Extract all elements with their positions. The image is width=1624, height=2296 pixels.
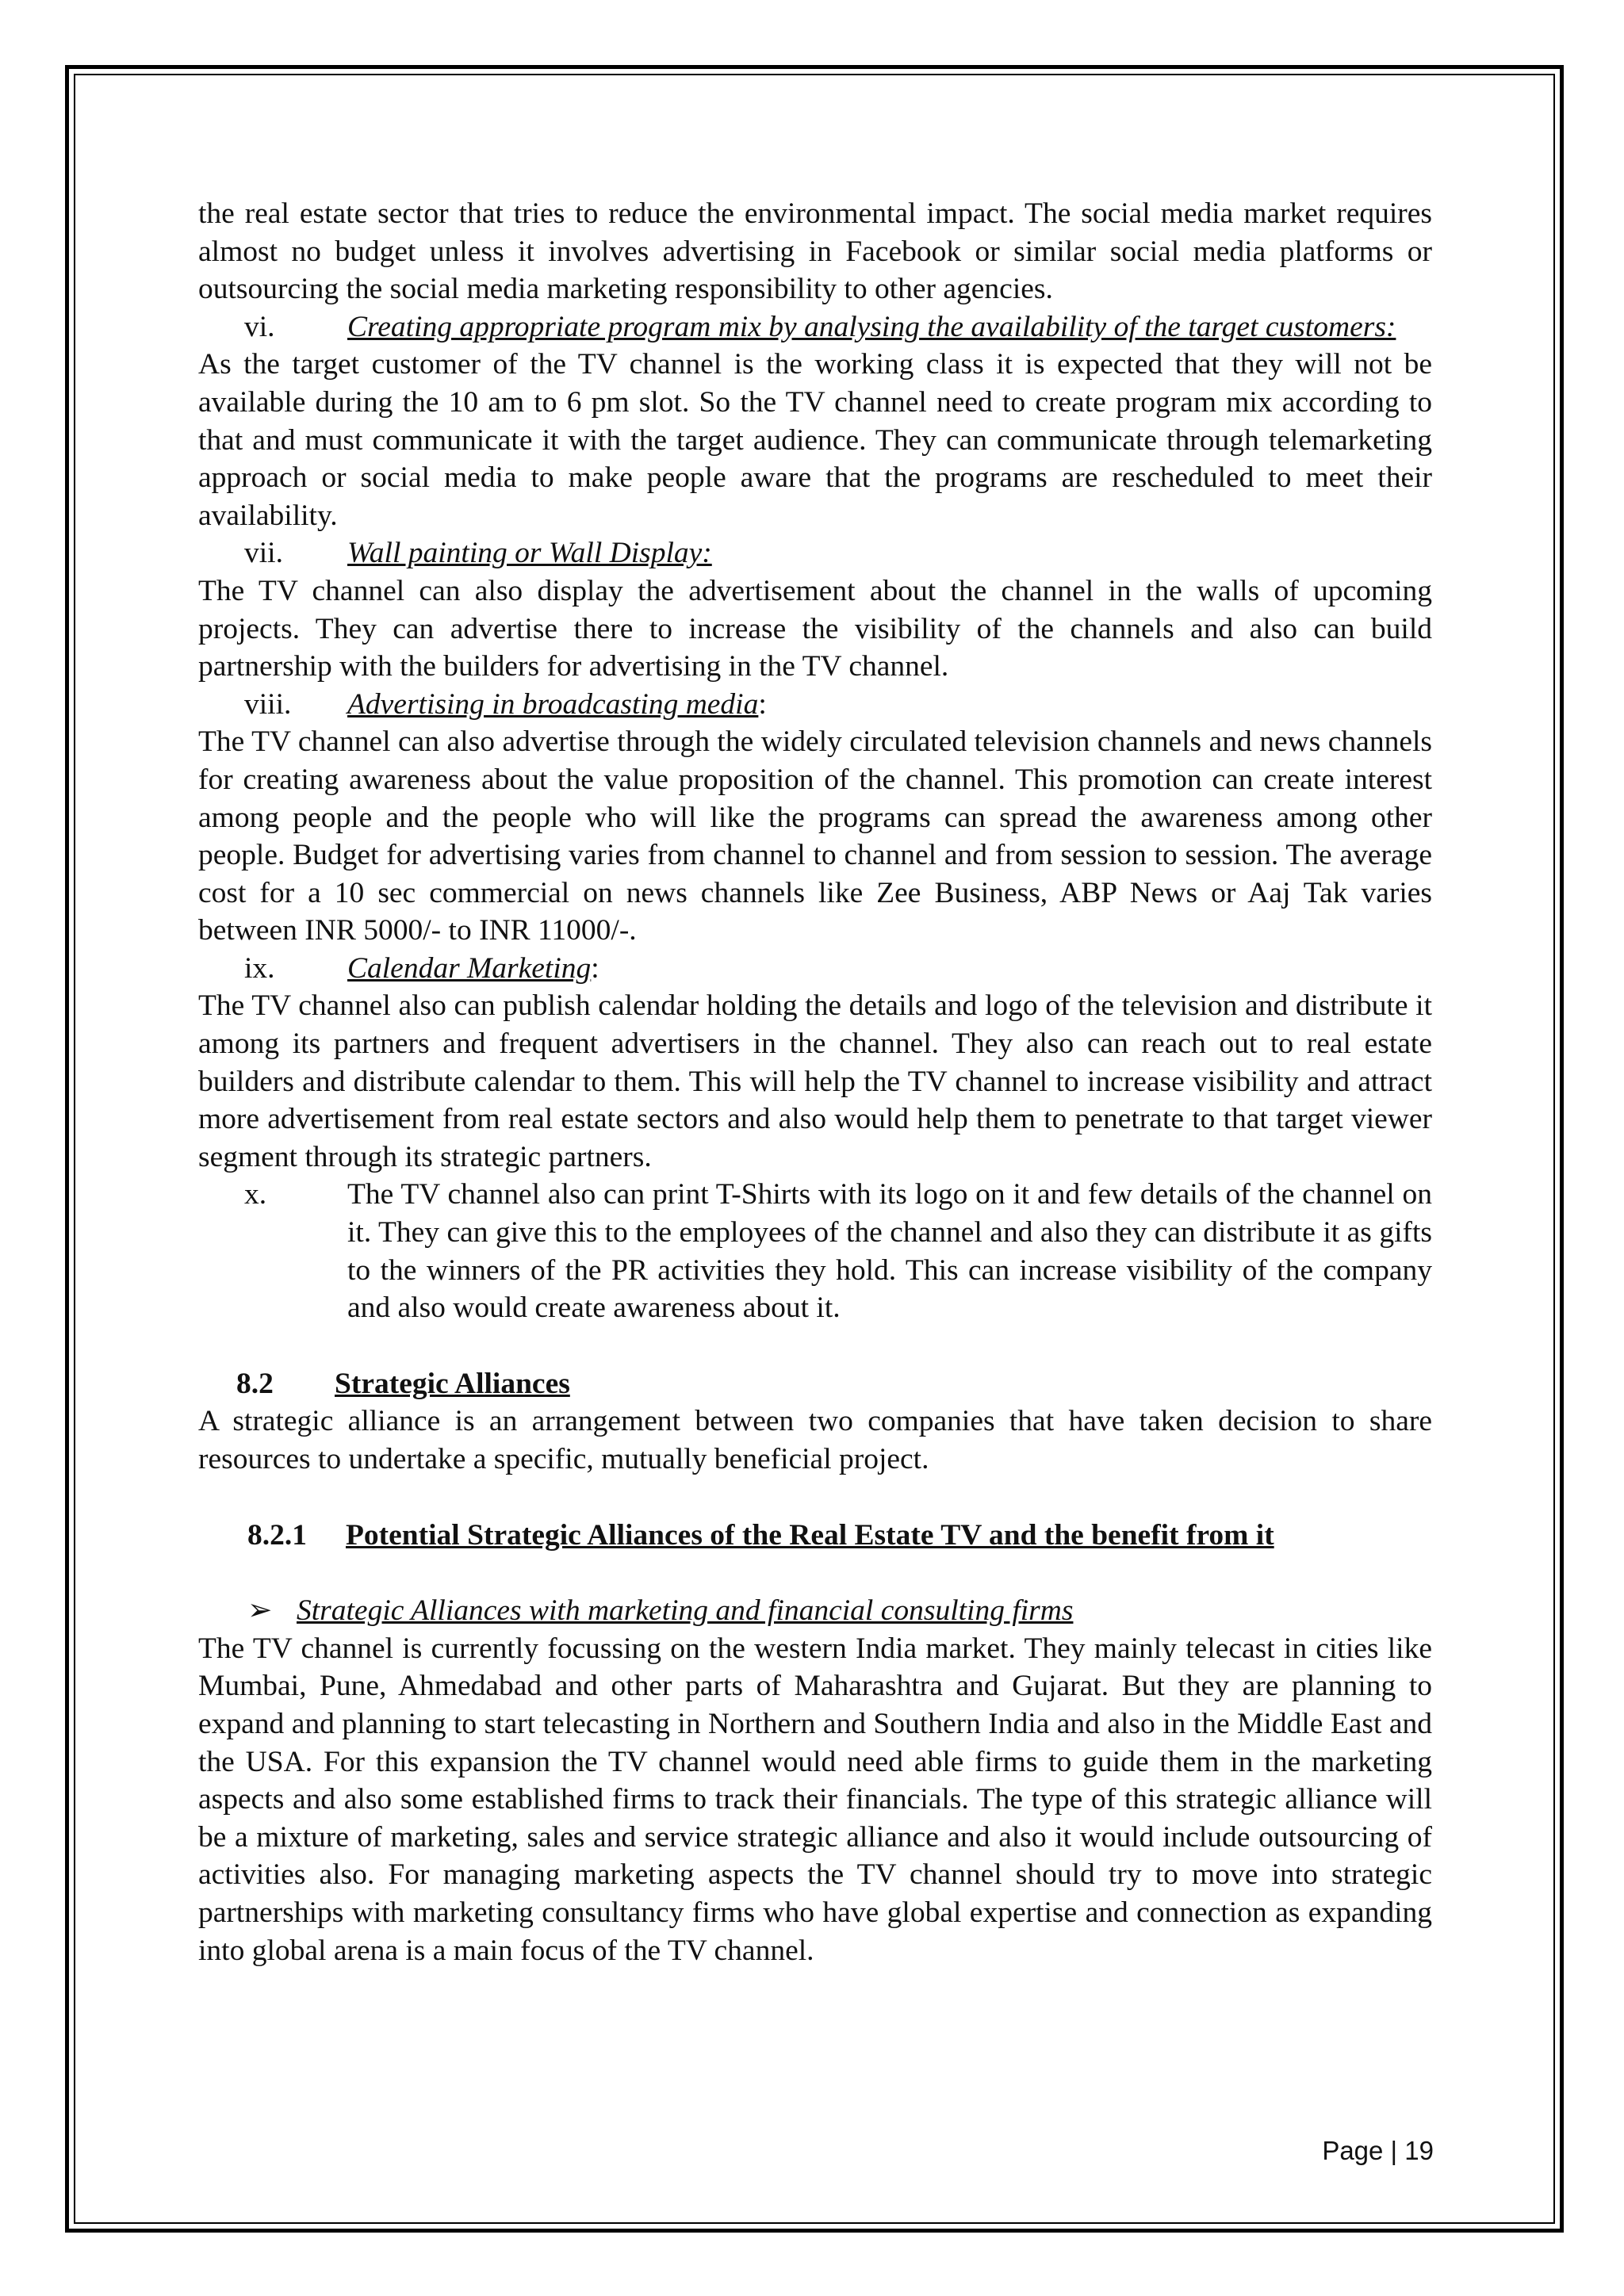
item-title-suffix: : <box>758 687 767 721</box>
intro-paragraph: the real estate sector that tries to reduce the environmental impact. The social media market requires almost no budget unless it involves advertising in Facebook or similar social media platforms or outsourcing the social media marketing responsibility to other agencies. <box>198 197 1432 306</box>
item-body: The TV channel can also display the advertisement about the channel in the walls of upcoming projects. They can advertise there to increase the visibility of the channels and also can build partnership with the builders for advertising in the TV channel. <box>198 574 1432 683</box>
item-title: Calendar Marketing <box>347 951 592 985</box>
section-heading <box>198 1365 1432 1403</box>
item-text: The TV channel also can print T-Shirts with its logo on it and few details of the channel on it. They can give this to the employees of the channel and also they can distribute it as gifts to the winners of the PR activities they hold. This can increase visibility of the company and also would create awareness about it. <box>347 1178 1432 1325</box>
bullet-heading <box>198 1592 1432 1630</box>
subsection-heading <box>198 1517 1432 1555</box>
subsection-number: 8.2.1 <box>247 1518 307 1552</box>
item-numeral: vi. <box>244 310 275 343</box>
page-content <box>198 195 1432 1969</box>
section-title: Strategic Alliances <box>335 1367 570 1400</box>
item-body: The TV channel also can publish calendar holding the details and logo of the television and distribute it among its partners and frequent advertisers in the channel. They also can reach out to real estate builders and distribute calendar to them. This will help the TV channel to increase visibility and attract more advertisement from real estate sectors and also would help them to penetrate to that target viewer segment through its strategic partners. <box>198 989 1432 1173</box>
page-number: Page | 19 <box>1322 2136 1434 2165</box>
bullet-title: Strategic Alliances with marketing and financial consulting firms <box>297 1594 1074 1628</box>
section-number: 8.2 <box>236 1367 274 1400</box>
list-item-ix <box>198 950 1432 988</box>
item-title: Creating appropriate program mix by analysing the availability of the target customers: <box>347 310 1396 343</box>
subsection-title: Potential Strategic Alliances of the Real Estate TV and the benefit from it <box>346 1518 1274 1552</box>
list-item-viii <box>198 686 1432 724</box>
section-body: A strategic alliance is an arrangement between two companies that have taken decision to share resources to undertake a specific, mutually beneficial project. <box>198 1405 1432 1475</box>
item-body: As the target customer of the TV channel is the working class it is expected that they will not be available during the 10 am to 6 pm slot. So the TV channel need to create program mix according to that and must communicate it with the target audience. They can communicate through telemarketing approach or social media to make people aware that the programs are rescheduled to meet their availability. <box>198 348 1432 532</box>
item-numeral: ix. <box>244 951 275 985</box>
item-numeral: x. <box>244 1178 267 1211</box>
item-title: Advertising in broadcasting media <box>347 687 759 721</box>
item-title: Wall painting or Wall Display: <box>347 537 712 570</box>
list-item-x <box>198 1176 1432 1326</box>
item-body: The TV channel can also advertise through the widely circulated television channels and news channels for creating awareness about the value proposition of the channel. This promotion can create interest among people and the people who will like the programs can spread the awareness among other people. Budget for advertising varies from channel to channel and from session to session. The average cost for a 10 sec commercial on news channels like Zee Business, ABP News or Aaj Tak varies between INR 5000/- to INR 11000/-. <box>198 725 1432 947</box>
bullet-body: The TV channel is currently focussing on the western India market. They mainly telecast in cities like Mumbai, Pune, Ahmedabad and other parts of Maharashtra and Gujarat. But they are planning to expand and planning to start telecasting in Northern and Southern India and also in the Middle East and the USA. For this expansion the TV channel would need able firms to guide them in the marketing aspects and also some established firms to track their financials. The type of this strategic alliance will be a mixture of marketing, sales and service strategic alliance and also it would include outsourcing of activities also. For managing marketing aspects the TV channel should try to move into strategic partnerships with marketing consultancy firms who have global expertise and connection as expanding into global arena is a main focus of the TV channel. <box>198 1632 1432 1967</box>
item-numeral: viii. <box>244 687 292 721</box>
item-numeral: vii. <box>244 537 283 570</box>
item-title-suffix: : <box>591 951 599 985</box>
list-item-vii <box>198 534 1432 572</box>
list-item-vi <box>198 308 1432 346</box>
arrow-bullet-icon: ➢ <box>247 1594 273 1628</box>
